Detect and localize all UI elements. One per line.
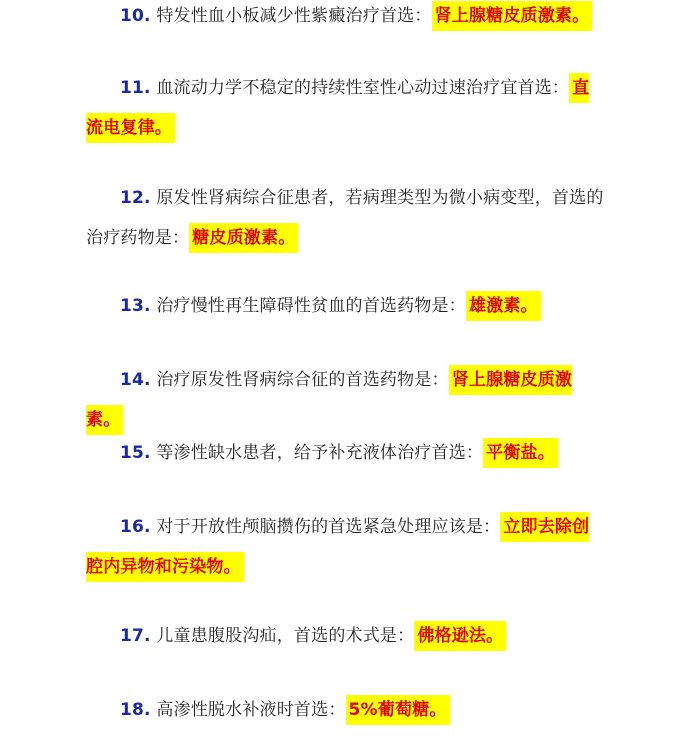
item-number: 10. [120,6,151,26]
item-number: 13. [120,296,151,316]
item-number: 17. [120,626,151,646]
question-text: 原发性肾病综合征患者，若病理类型为微小病变型，首选的治疗药物是： [86,188,604,248]
question-text: 治疗慢性再生障碍性贫血的首选药物是： [156,296,466,316]
question-text: 治疗原发性肾病综合征的首选药物是： [156,370,449,390]
qa-item-13 [86,286,606,326]
answer-highlight: 立即去除创腔内异物和污染物。 [86,512,589,582]
question-text: 特发性血小板减少性紫癜治疗首选： [156,6,432,26]
item-number: 12. [120,188,151,208]
question-text: 等渗性缺水患者，给予补充液体治疗首选： [156,443,484,463]
qa-item-12 [86,178,606,258]
answer-highlight: 雄激素。 [466,291,541,321]
qa-item-10 [86,0,606,36]
item-number: 11. [120,78,151,98]
item-number: 15. [120,443,151,463]
item-number: 16. [120,517,151,537]
question-text: 高渗性脱水补液时首选： [156,700,346,720]
answer-highlight: 直流电复律。 [86,73,589,143]
qa-item-11 [86,68,606,148]
qa-item-17 [86,616,606,656]
qa-item-18 [86,690,606,730]
answer-highlight: 糖皮质激素。 [189,223,298,253]
answer-highlight: 肾上腺糖皮质激素。 [86,365,572,435]
answer-highlight: 佛格逊法。 [414,621,506,651]
item-number: 18. [120,700,151,720]
answer-highlight: 肾上腺糖皮质激素。 [432,1,593,31]
question-text: 儿童患腹股沟疝，首选的术式是： [156,626,415,646]
question-text: 对于开放性颅脑攒伤的首选紧急处理应该是： [156,517,501,537]
qa-item-14 [86,360,606,440]
qa-item-15 [86,433,606,473]
answer-highlight: 平衡盐。 [483,438,558,468]
item-number: 14. [120,370,151,390]
answer-highlight: 5%葡萄糖。 [346,695,450,725]
question-text: 血流动力学不稳定的持续性室性心动过速治疗宜首选： [156,78,570,98]
qa-item-16 [86,507,606,587]
